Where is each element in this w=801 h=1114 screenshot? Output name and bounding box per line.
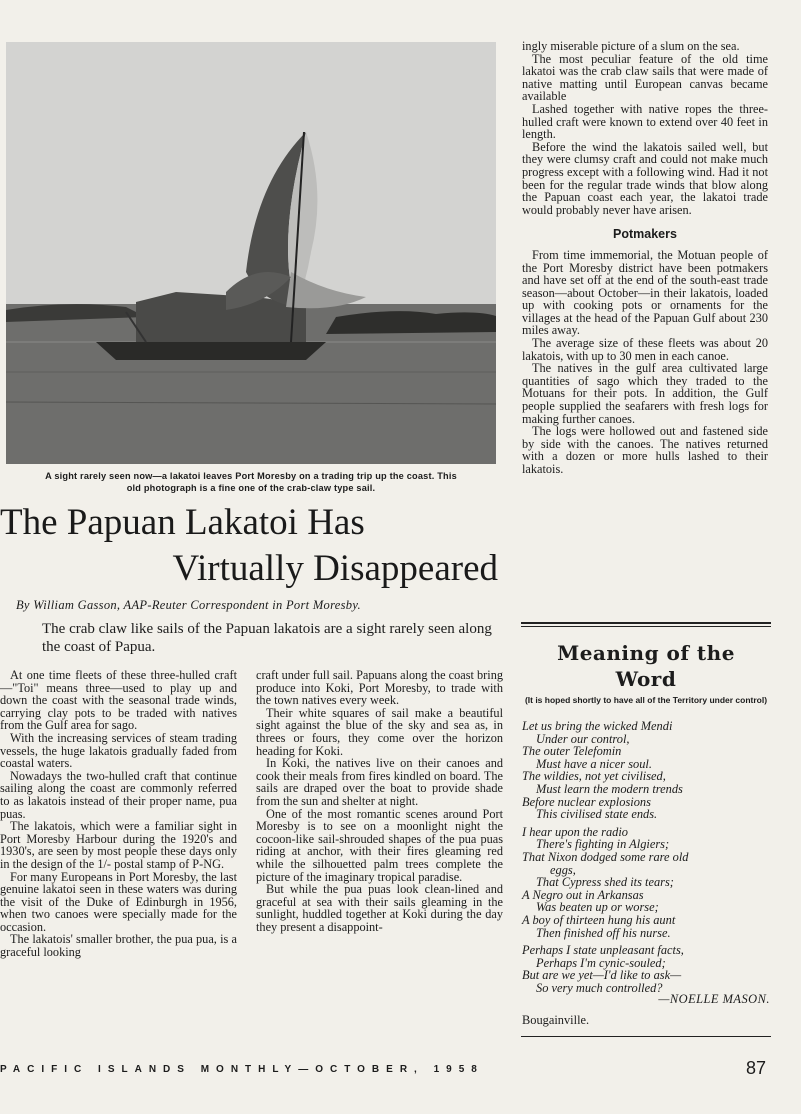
poem-line: That Nixon dodged some rare old xyxy=(522,849,689,864)
box-top-rule xyxy=(521,622,771,624)
poem-note: (It is hoped shortly to have all of the Territory under control) xyxy=(524,695,768,705)
box-bottom-rule xyxy=(521,1036,771,1037)
paragraph: The most peculiar feature of the old time lakatoi was the crab claw sails that were made of native matting until European canvas became available xyxy=(522,51,768,104)
poem-line: Perhaps I state unpleasant facts, xyxy=(522,943,684,958)
poem-line: The wildies, not yet civilised, xyxy=(522,769,666,784)
lakatoi-photograph xyxy=(6,42,496,464)
poem-place: Bougainville. xyxy=(522,1013,590,1027)
poem-title-line-2: Word xyxy=(615,667,677,691)
poem-line: The outer Telefomin xyxy=(522,744,622,759)
headline-line-2: Virtually Disappeared xyxy=(172,548,498,589)
footer-publication: PACIFIC ISLANDS MONTHLY—OCTOBER, 1958 xyxy=(0,1064,484,1075)
poem-stanza xyxy=(522,720,772,821)
paragraph: But while the pua puas look clean-lined and graceful at sea with their sails gleaming in the sunlight, huddled together at Koki during the day they present a disappoint- xyxy=(256,882,503,934)
poem-line: There's fighting in Algiers; xyxy=(536,837,670,852)
article-dek: The crab claw like sails of the Papuan lakatois are a sight rarely seen along the coast of Papua. xyxy=(42,621,492,655)
paragraph: Their white squares of sail make a beautiful sight against the blue of the sky and sea as, in threes or fours, they come over the horizon heading for Koki. xyxy=(256,705,503,758)
caption-line-2: old photograph is a fine one of the crab-claw type sail. xyxy=(126,483,376,493)
paragraph: The lakatois, which were a familiar sight in Port Moresby Harbour during the 1920's and 1930's, are seen by most people these days only in the design of the 1/- postal stamp of P-NG. xyxy=(0,819,237,871)
poem-line: But are we yet—I'd like to ask— xyxy=(522,968,682,983)
poem-author: —NOELLE MASON. xyxy=(658,992,770,1006)
article-byline: By William Gasson, AAP-Reuter Correspondent in Port Moresby. xyxy=(16,598,361,612)
article-column-2 xyxy=(256,669,503,933)
poem-line: Must learn the modern trends xyxy=(536,781,683,796)
paragraph: One of the most romantic scenes around Port Moresby is to see on a moonlight night the cocoon-like sail-shrouded shapes of the pua puas riding at anchor, with their fires gleaming red while the silhouetted palm trees complete the picture of the imaginary tropical paradise. xyxy=(256,806,503,884)
paragraph: craft under full sail. Papuans along the coast bring produce into Koki, Port Moresby, to trade with the town natives every week. xyxy=(256,668,503,708)
poem-line: That Cypress shed its tears; xyxy=(536,875,674,890)
poem-line: I hear upon the radio xyxy=(522,824,628,839)
page-number: 87 xyxy=(746,1058,767,1078)
box-top-rule-thin xyxy=(521,626,771,627)
paragraph: At one time fleets of these three-hulled craft—"Toi" means three—used to play up and down the coast with the seasonal trade winds, carrying clay pots to be traded with natives from the Gulf area for sago. xyxy=(0,668,237,733)
poem-line: Then finished off his nurse. xyxy=(536,925,671,940)
poem-line: A Negro out in Arkansas xyxy=(522,887,644,902)
poem-line: This civilised state ends. xyxy=(536,807,658,822)
photo-caption xyxy=(4,470,498,494)
paragraph: The lakatois' smaller brother, the pua pua, is a graceful looking xyxy=(0,932,237,960)
paragraph: Before the wind the lakatois sailed well, but they were clumsy craft and could not make much progress except with a following wind. Had it not been for the regular trade winds that blow along the Papuan coast each year, the lakatoi trade would probably never have arisen. xyxy=(522,139,768,217)
poem-stanza xyxy=(522,826,772,939)
paragraph: From time immemorial, the Motuan people of the Port Moresby district have been potmakers and have set off at the end of the south-east trade season—about October—in their lakatois, loaded up with cooking pots or ornaments for the villages at the head of the Papuan Gulf about 230 miles away. xyxy=(522,247,768,338)
headline-line-1: The Papuan Lakatoi Has xyxy=(0,502,365,543)
paragraph: ingly miserable picture of a slum on the sea. xyxy=(522,39,740,53)
poem-line: Must have a nicer soul. xyxy=(536,756,652,771)
caption-line-1: A sight rarely seen now—a lakatoi leaves Port Moresby on a trading trip up the coast. This xyxy=(45,471,457,481)
article-headline xyxy=(0,500,500,592)
poem-line: Perhaps I'm cynic-souled; xyxy=(536,955,666,970)
article-column-1 xyxy=(0,669,237,959)
paragraph: In Koki, the natives live on their canoes and cook their meals from fires kindled on board. The sails are draped over the boat to provide shade from the sun and shelter at night. xyxy=(256,756,503,808)
paragraph: The average size of these fleets was about 20 lakatois, with up to 30 men in each canoe. xyxy=(522,336,768,363)
poem-line: eggs, xyxy=(550,862,576,877)
page-footer xyxy=(0,1060,801,1084)
paragraph: Nowadays the two-hulled craft that continue sailing along the coast are commonly referred to as lakatois instead of their proper name, pua puas. xyxy=(0,768,237,821)
poem-title-line-1: Meaning of the xyxy=(557,641,735,665)
paragraph: With the increasing services of steam trading vessels, the huge lakatois gradually faded from coastal waters. xyxy=(0,730,237,771)
lakatoi-illustration xyxy=(6,42,496,464)
paragraph: The natives in the gulf area cultivated large quantities of sago which they traded to the Motuans for their pots. In addition, the Gulf people supplied the seafarers with fresh logs for making further canoes. xyxy=(522,361,768,426)
paragraph: Lashed together with native ropes the three-hulled craft were known to extend over 40 feet in length. xyxy=(522,101,768,142)
poem-body xyxy=(522,720,772,999)
poem-line: Under our control, xyxy=(536,731,630,746)
poem-stanza xyxy=(522,944,772,994)
poem-line: A boy of thirteen hung his aunt xyxy=(522,912,676,927)
paragraph: The logs were hollowed out and fastened side by side with the canoes. The natives returned with a dozen or more hulls lashed to their lakatois. xyxy=(522,424,768,476)
poem-line: Let us bring the wicked Mendi xyxy=(522,719,673,733)
poem-title xyxy=(521,640,771,692)
poem-line: Was beaten up or worse; xyxy=(536,900,659,915)
paragraph: For many Europeans in Port Moresby, the last genuine lakatoi seen in these waters was during the visit of the Duke of Edinburgh in 1956, when two canoes were specially made for the occasion. xyxy=(0,869,237,934)
poem-line: Before nuclear explosions xyxy=(522,794,651,809)
poem-line: So very much controlled? xyxy=(536,980,663,995)
article-column-3 xyxy=(522,40,768,476)
section-subhead: Potmakers xyxy=(613,227,677,242)
